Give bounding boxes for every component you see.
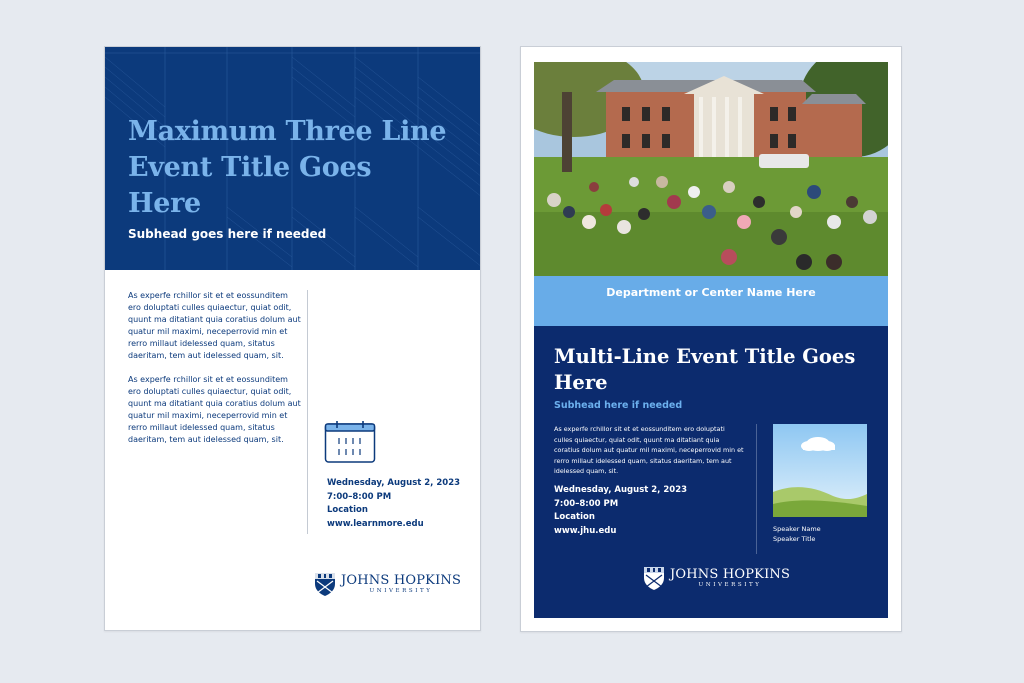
event-details <box>554 484 687 538</box>
event-subhead: Subhead goes here if needed <box>128 227 327 241</box>
calendar-icon <box>324 420 376 464</box>
event-subhead: Subhead here if needed <box>554 400 683 411</box>
logo-subline: UNIVERSITY <box>698 581 762 588</box>
speaker-photo-placeholder <box>773 424 867 517</box>
body-copy: As experfe rchillor sit et et eossunditem ero doluptati culles quiaectur, quiat odit, quunt ma ditatiant quia coratius dolum aut quatur mil maximi, neceperrovid min et rerro millaut idelessed quam, sitatus daeritam, tem aut idelessed quam, sit. <box>554 425 744 476</box>
event-date: Wednesday, August 2, 2023 <box>327 478 461 488</box>
event-url: www.jhu.edu <box>554 525 617 536</box>
jhu-logo <box>313 571 461 597</box>
logo-wordmark: JOHNS HOPKINS <box>341 572 462 588</box>
event-location: Location <box>327 505 368 515</box>
event-location: Location <box>554 512 595 522</box>
flyer-content-panel <box>534 326 888 618</box>
column-divider <box>307 290 308 534</box>
flyer-header-band <box>105 47 480 270</box>
event-title: Maximum Three Line Event Title Goes Here <box>128 116 447 219</box>
shield-icon <box>313 571 337 597</box>
event-url: www.learnmore.edu <box>327 518 424 529</box>
department-name-band: Department or Center Name Here <box>534 276 888 326</box>
shield-icon <box>642 565 666 591</box>
event-time: 7:00–8:00 PM <box>554 498 619 509</box>
body-copy <box>128 290 303 446</box>
event-details <box>327 477 460 531</box>
speaker-name: Speaker Name <box>773 525 821 533</box>
body-paragraph: As experfe rchillor sit et et eossunditem ero doluptati culles quiaectur, quiat odit, quunt ma ditatiant quia coratius dolum aut quatur mil maximi, neceperrovid min et rerro millaut idelessed quam, sitatus daeritam, tem aut idelessed quam, sit. <box>128 375 301 444</box>
logo-wordmark: JOHNS HOPKINS <box>670 566 791 582</box>
event-title: Multi-Line Event Title Goes Here <box>554 345 856 394</box>
flyer-template-two <box>520 46 902 632</box>
column-divider <box>756 424 757 554</box>
logo-subline: UNIVERSITY <box>369 587 433 594</box>
body-paragraph: As experfe rchillor sit et et eossunditem ero doluptati culles quiaectur, quiat odit, quunt ma ditatiant quia coratius dolum aut quatur mil maximi, neceperrovid min et rerro millaut idelessed quam, sitatus daeritam, tem aut idelessed quam, sit. <box>128 291 301 360</box>
event-time: 7:00–8:00 PM <box>327 491 392 502</box>
jhu-logo <box>642 565 790 591</box>
speaker-title: Speaker Title <box>773 535 816 543</box>
campus-photo <box>534 62 888 276</box>
speaker-info <box>773 524 821 544</box>
flyer-template-one <box>104 46 481 631</box>
event-date: Wednesday, August 2, 2023 <box>554 485 688 495</box>
